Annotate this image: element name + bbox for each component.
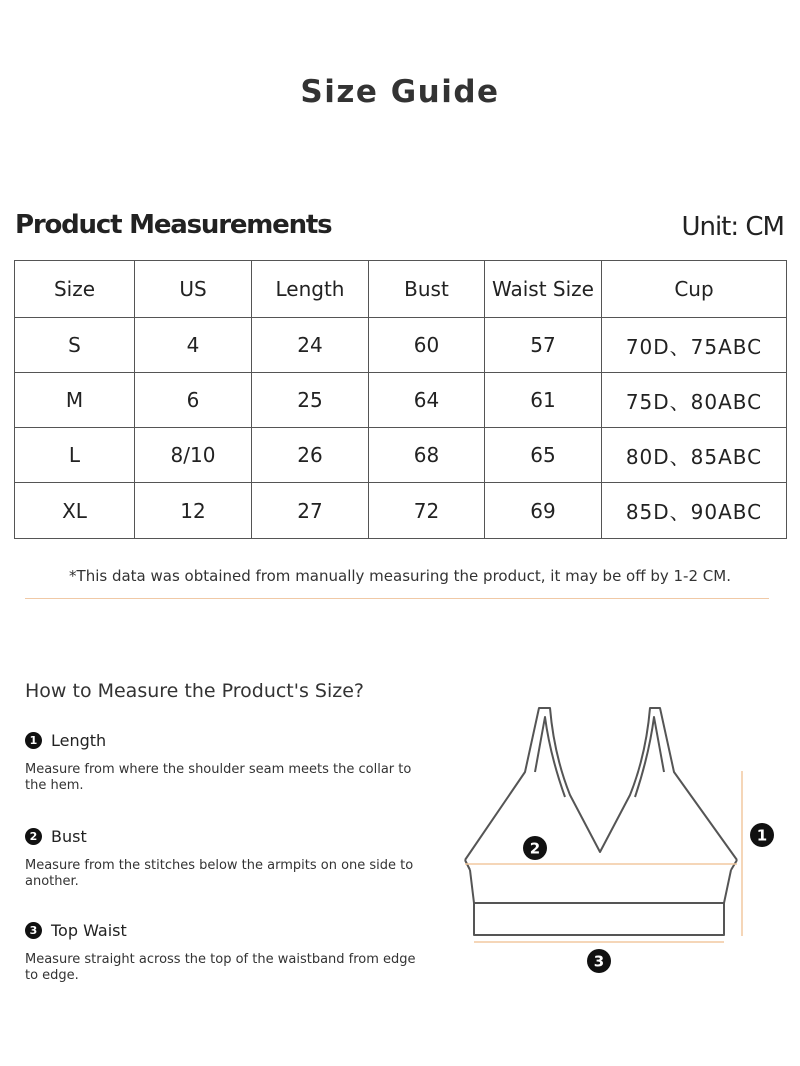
marker-1-icon bbox=[750, 823, 774, 847]
cell-length: 24 bbox=[252, 318, 369, 373]
cell-waist-size: 69 bbox=[485, 483, 602, 539]
step-description: Measure from where the shoulder seam meets the collar to the hem. bbox=[25, 762, 412, 793]
svg-text:3: 3 bbox=[593, 952, 605, 971]
cell-length: 25 bbox=[252, 373, 369, 428]
table-row bbox=[15, 373, 787, 428]
howto-title: How to Measure the Product's Size? bbox=[25, 680, 365, 702]
table-row bbox=[15, 483, 787, 539]
cell-us: 12 bbox=[135, 483, 252, 539]
cell-cup: 85D、90ABC bbox=[602, 483, 787, 539]
step-top-waist bbox=[25, 921, 425, 984]
cell-bust: 68 bbox=[369, 428, 485, 483]
measurements-heading: Product Measurements bbox=[15, 210, 332, 240]
column-header-size: Size bbox=[15, 261, 135, 318]
number-1-icon: 1 bbox=[25, 732, 42, 749]
cell-size: M bbox=[15, 373, 135, 428]
cell-bust: 72 bbox=[369, 483, 485, 539]
cell-cup: 70D、75ABC bbox=[602, 318, 787, 373]
cell-cup: 80D、85ABC bbox=[602, 428, 787, 483]
cell-length: 27 bbox=[252, 483, 369, 539]
step-label: Top Waist bbox=[51, 921, 127, 940]
bra-outline-icon bbox=[465, 708, 737, 935]
cell-bust: 60 bbox=[369, 318, 485, 373]
section-divider bbox=[25, 598, 769, 599]
column-header-cup: Cup bbox=[602, 261, 787, 318]
column-header-bust: Bust bbox=[369, 261, 485, 318]
page-title: Size Guide bbox=[300, 74, 500, 110]
cell-waist-size: 65 bbox=[485, 428, 602, 483]
step-bust bbox=[25, 827, 425, 890]
cell-length: 26 bbox=[252, 428, 369, 483]
table-header-row bbox=[15, 261, 787, 318]
column-header-length: Length bbox=[252, 261, 369, 318]
size-table bbox=[14, 260, 787, 539]
bra-measurement-diagram bbox=[450, 695, 790, 985]
marker-3-icon bbox=[587, 949, 611, 973]
column-header-us: US bbox=[135, 261, 252, 318]
step-label: Bust bbox=[51, 827, 87, 846]
step-label: Length bbox=[51, 731, 107, 750]
column-header-waist-size: Waist Size bbox=[485, 261, 602, 318]
cell-cup: 75D、80ABC bbox=[602, 373, 787, 428]
cell-us: 6 bbox=[135, 373, 252, 428]
table-row bbox=[15, 318, 787, 373]
number-2-icon: 2 bbox=[25, 828, 42, 845]
svg-text:1: 1 bbox=[756, 826, 768, 845]
number-3-icon: 3 bbox=[25, 922, 42, 939]
svg-text:2: 2 bbox=[529, 839, 541, 858]
cell-waist-size: 57 bbox=[485, 318, 602, 373]
cell-us: 8/10 bbox=[135, 428, 252, 483]
measurement-note: *This data was obtained from manually measuring the product, it may be off by 1-2 CM. bbox=[69, 567, 731, 585]
cell-bust: 64 bbox=[369, 373, 485, 428]
step-description: Measure from the stitches below the armpits on one side to another. bbox=[25, 858, 414, 889]
marker-2-icon bbox=[523, 836, 547, 860]
cell-us: 4 bbox=[135, 318, 252, 373]
cell-size: L bbox=[15, 428, 135, 483]
step-description: Measure straight across the top of the waistband from edge to edge. bbox=[25, 952, 416, 983]
cell-waist-size: 61 bbox=[485, 373, 602, 428]
unit-label: Unit: CM bbox=[681, 212, 784, 242]
cell-size: XL bbox=[15, 483, 135, 539]
table-row bbox=[15, 428, 787, 483]
cell-size: S bbox=[15, 318, 135, 373]
step-length bbox=[25, 731, 425, 794]
